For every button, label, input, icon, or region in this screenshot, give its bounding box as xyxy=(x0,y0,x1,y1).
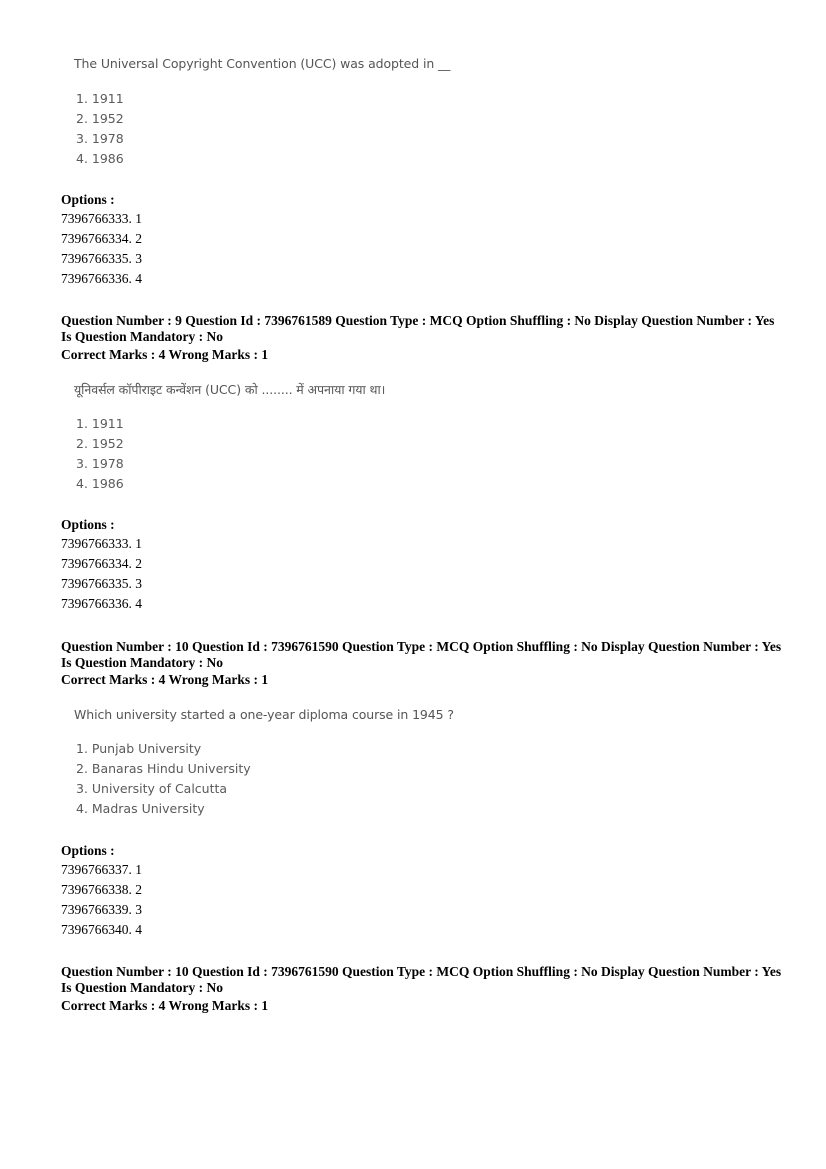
choice-item: 4. 1986 xyxy=(76,476,124,491)
question-mandatory: Is Question Mandatory : No xyxy=(61,329,224,344)
question-marks: Correct Marks : 4 Wrong Marks : 1 xyxy=(61,347,269,362)
option-item: 7396766336. 4 xyxy=(61,596,142,611)
question-image xyxy=(74,56,451,166)
question-marks: Correct Marks : 4 Wrong Marks : 1 xyxy=(61,998,269,1013)
option-item: 7396766333. 1 xyxy=(61,536,142,551)
question-marks: Correct Marks : 4 Wrong Marks : 1 xyxy=(61,672,269,687)
option-item: 7396766338. 2 xyxy=(61,882,142,897)
question-mandatory: Is Question Mandatory : No xyxy=(61,980,224,995)
choice-item: 1. Punjab University xyxy=(76,741,202,756)
question-header: Question Number : 9 Question Id : 7396761589 Question Type : MCQ Option Shuffling : No Display Question Number : Yes xyxy=(61,313,775,328)
question-image xyxy=(74,381,386,491)
choice-item: 4. 1986 xyxy=(76,151,124,166)
options-label: Options : xyxy=(61,843,115,858)
option-item: 7396766336. 4 xyxy=(61,271,142,286)
question-text: The Universal Copyright Convention (UCC) was adopted in __ xyxy=(74,56,451,71)
choice-item: 2. 1952 xyxy=(76,436,124,451)
choice-item: 2. 1952 xyxy=(76,111,124,126)
options-label: Options : xyxy=(61,517,115,532)
option-item: 7396766334. 2 xyxy=(61,556,142,571)
choice-item: 3. 1978 xyxy=(76,131,124,146)
question-text: यूनिवर्सल कॉपीराइट कन्वेंशन (UCC) को ........ में अपनाया गया था। xyxy=(74,382,386,397)
option-item: 7396766335. 3 xyxy=(61,251,142,266)
question-header: Question Number : 10 Question Id : 7396761590 Question Type : MCQ Option Shuffling : No Display Question Number : Yes xyxy=(61,964,782,979)
option-item: 7396766339. 3 xyxy=(61,902,142,917)
question-text: Which university started a one-year diploma course in 1945 ? xyxy=(74,707,454,722)
question-mandatory: Is Question Mandatory : No xyxy=(61,655,224,670)
choice-item: 2. Banaras Hindu University xyxy=(76,761,251,776)
option-item: 7396766333. 1 xyxy=(61,211,142,226)
choice-item: 3. University of Calcutta xyxy=(76,781,228,796)
choice-item: 1. 1911 xyxy=(76,91,124,106)
option-item: 7396766335. 3 xyxy=(61,576,142,591)
options-label: Options : xyxy=(61,192,115,207)
choice-item: 1. 1911 xyxy=(76,416,124,431)
choice-item: 4. Madras University xyxy=(76,801,205,816)
question-image xyxy=(74,707,454,816)
question-header: Question Number : 10 Question Id : 7396761590 Question Type : MCQ Option Shuffling : No Display Question Number : Yes xyxy=(61,639,782,654)
option-item: 7396766337. 1 xyxy=(61,862,142,877)
option-item: 7396766340. 4 xyxy=(61,922,142,937)
choice-item: 3. 1978 xyxy=(76,456,124,471)
option-item: 7396766334. 2 xyxy=(61,231,142,246)
